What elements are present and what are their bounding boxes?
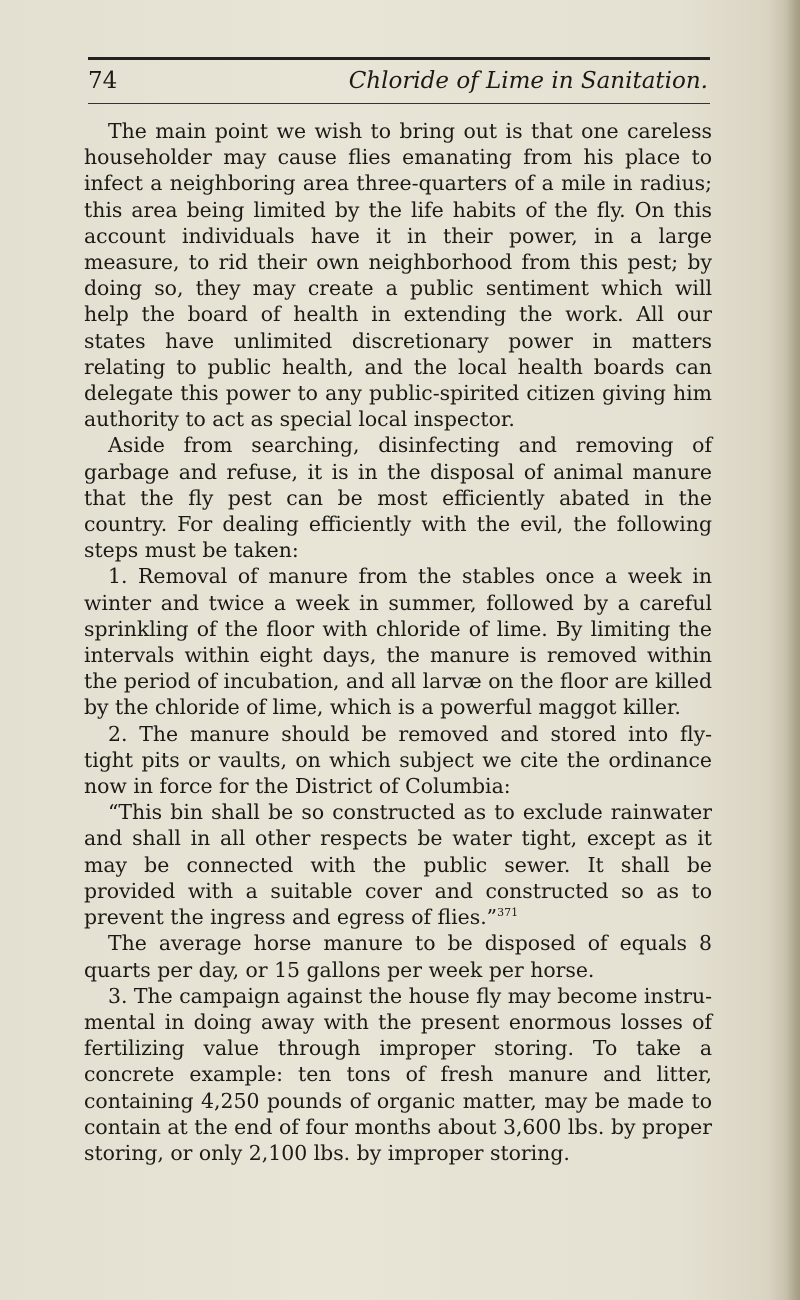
running-title: Chloride of Lime in Sanitation.	[348, 68, 708, 94]
header-rule-top	[88, 57, 710, 60]
page-number: 74	[88, 68, 118, 94]
body-text	[84, 118, 712, 1166]
paragraph: Aside from searching, disinfecting and removing of garbage and refuse, it is in the disposal of animal manure that the fly pest can be most efficiently abated in the country. For dealing efficiently with the evil, the following steps must be taken:	[84, 433, 712, 563]
quotation-paragraph	[84, 799, 712, 930]
header-rule-bottom	[88, 103, 710, 104]
running-header	[88, 64, 710, 98]
footnote-reference: 371	[497, 906, 519, 920]
paragraph: 2. The manure should be removed and stored into fly-tight pits or vaults, on which subject we cite the ordinance now in force for the District of Columbia:	[84, 721, 712, 799]
page-edge-shadow	[786, 0, 800, 1300]
paragraph: The average horse manure to be disposed of equals 8 quarts per day, or 15 gallons per week per horse.	[84, 931, 712, 982]
paragraph: 1. Removal of manure from the stables once a week in winter and twice a week in summer, followed by a careful sprinkling of the floor with chloride of lime. By limiting the intervals within eight days, the manure is removed within the period of incubation, and all larvæ on the floor are killed by the chloride of lime, which is a powerful maggot killer.	[84, 564, 712, 720]
paragraph: The main point we wish to bring out is that one careless householder may cause flies emanating from his place to infect a neighboring area three-quarters of a mile in radius; this area being limited by the life habits of the fly. On this account individuals have it in their power, in a large measure, to rid their own neighborhood from this pest; by doing so, they may create a public sentiment which will help the board of health in extending the work. All our states have unlimited discretionary power in matters relating to public health, and the local health boards can delegate this power to any public-spirited citizen giving him authority to act as special local inspector.	[84, 119, 712, 432]
paragraph: 3. The campaign against the house fly may become instrumental in doing away with the present enormous losses of fertilizing value through improper storing. To take a concrete example: ten tons of fresh manure and litter, containing 4,250 pounds of organic matter, may be made to contain at the end of four months about 3,600 lbs. by proper storing, or only 2,100 lbs. by improper storing.	[84, 983, 712, 1165]
quotation-text: “This bin shall be so constructed as to exclude rainwater and shall in all other respects be water tight, except as it may be connected with the public sewer. It shall be provided with a suitable cover and constructed so as to prevent the ingress and egress of flies.”	[84, 800, 712, 930]
